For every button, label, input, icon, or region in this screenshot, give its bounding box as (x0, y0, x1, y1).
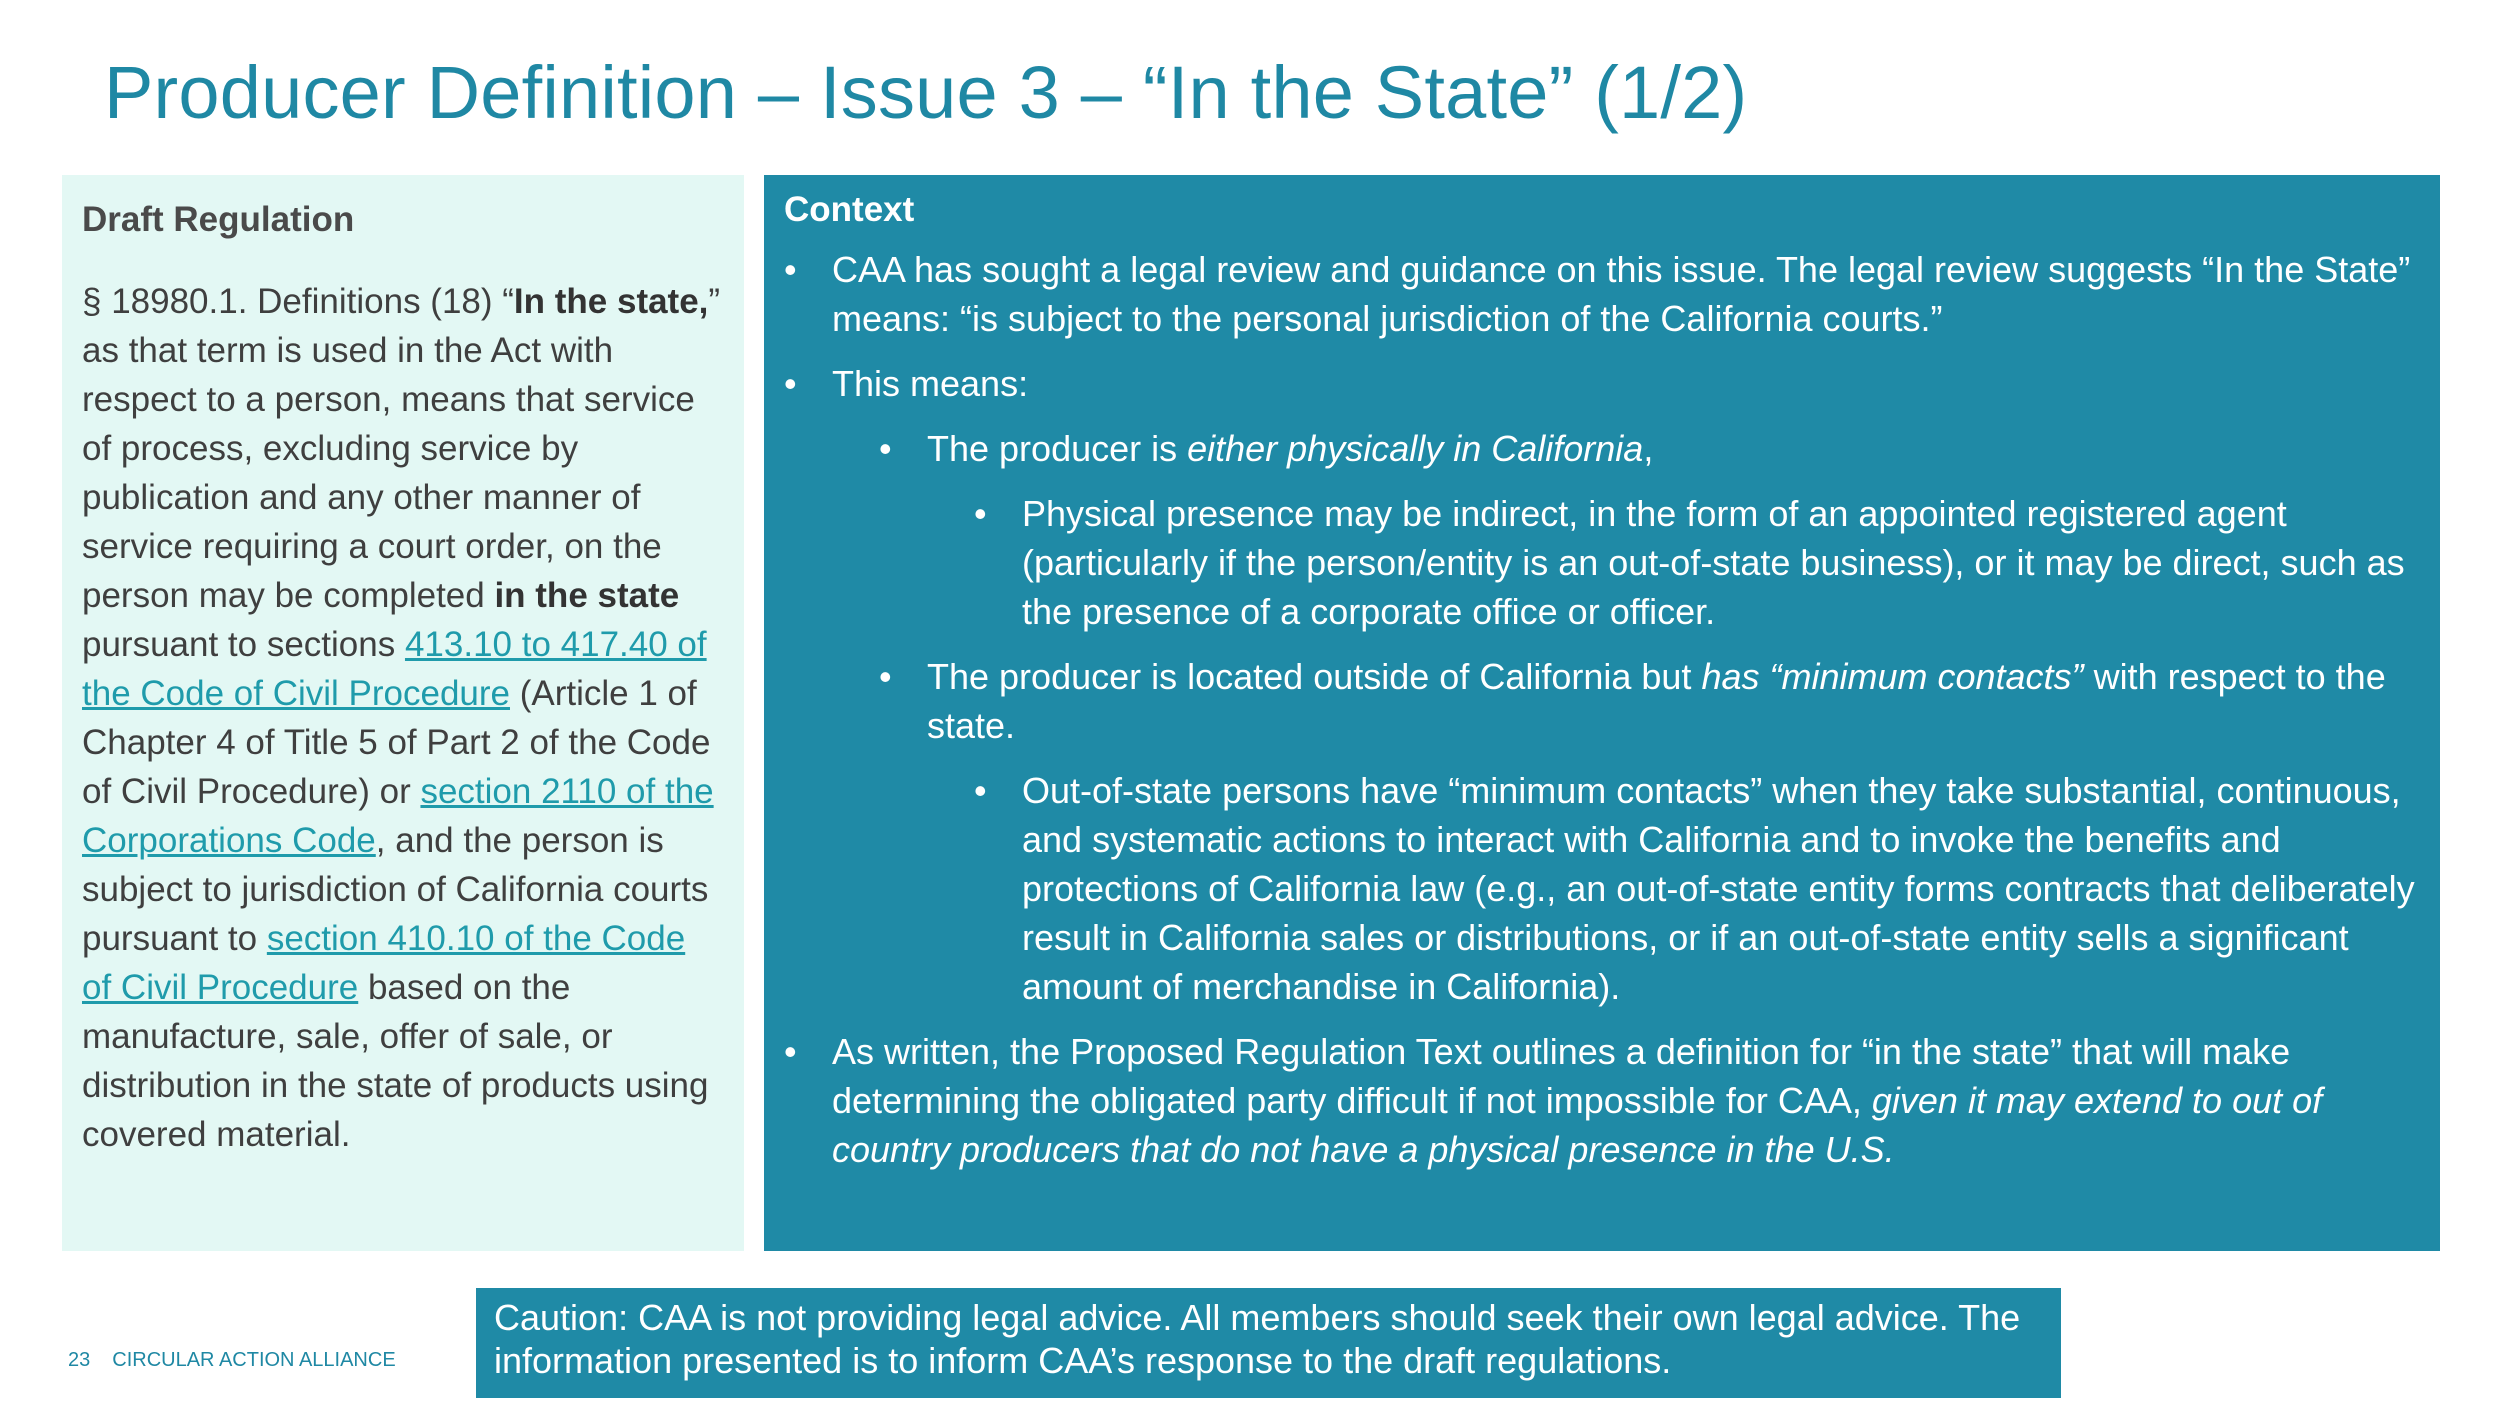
regulation-text-part: § 18980.1. Definitions (18) “ (82, 282, 514, 321)
regulation-term-in-the-state: In the state, (513, 282, 709, 321)
slide-footer (68, 1349, 396, 1372)
bullet-text: , (1643, 428, 1654, 469)
bullet-italic-text: given it may extend to out of country producers that do not have a physical presence in the U.S. (832, 1080, 2323, 1170)
regulation-text-part: based on the manufacture, sale, offer of sale, or distribution in the state of products using covered material. (82, 968, 709, 1154)
context-panel (764, 175, 2440, 1251)
regulation-text-part: pursuant to sections (82, 625, 405, 664)
link-code-civil-procedure-413[interactable]: 413.10 to 417.40 of the Code of Civil Procedure (82, 625, 707, 713)
regulation-text-part: (Article 1 of Chapter 4 of Title 5 of Part 2 of the Code of Civil Procedure) or (82, 674, 711, 811)
context-bullet-minimum-contacts (927, 652, 2420, 750)
context-bullet-physically-in-california (927, 424, 2420, 473)
context-heading: Context (784, 190, 915, 229)
caution-box: Caution: CAA is not providing legal advice. All members should seek their own legal advice. The information presented is to inform CAA’s response to the draft regulations. (476, 1288, 2061, 1398)
context-bullet-physical-presence: • Physical presence may be indirect, in the form of an appointed registered agent (particularly if the person/entity is an out-of-state business), or it may be direct, such as the presence of a corporate office or officer. (1022, 489, 2420, 636)
draft-regulation-heading: Draft Regulation (82, 200, 355, 239)
bullet-text: with respect to the state. (927, 656, 2386, 746)
regulation-text-part: , and the person is subject to jurisdiction of California courts pursuant to (82, 821, 709, 958)
slide-title: Producer Definition – Issue 3 – “In the State” (1/2) (104, 51, 1748, 134)
draft-regulation-panel (62, 175, 744, 1251)
bullet-text: As written, the Proposed Regulation Text outlines a definition for “in the state” that will make determining the obligated party difficult if not impossible for CAA, (832, 1031, 2291, 1121)
link-code-civil-procedure-410[interactable]: section 410.10 of the Code of Civil Procedure (82, 919, 686, 1007)
context-bullet-legal-review: • CAA has sought a legal review and guidance on this issue. The legal review suggests “In the State” means: “is subject to the personal jurisdiction of the California courts.” (832, 245, 2420, 343)
page-number: 23 (68, 1349, 91, 1371)
bullet-text: The producer is located outside of California but (927, 656, 1702, 697)
regulation-bold-in-the-state: in the state (494, 576, 680, 615)
bullet-italic-text: has “minimum contacts” (1701, 656, 2084, 697)
bullet-text: The producer is (927, 428, 1188, 469)
context-bullet-as-written (832, 1027, 2420, 1174)
context-bullet-out-of-state-persons: • Out-of-state persons have “minimum contacts” when they take substantial, continuous, and systematic actions to interact with California and to invoke the benefits and protections of California law (e.g., an out-of-state entity forms contracts that deliberately result in California sales or distributions, or if an out-of-state entity sells a significant amount of merchandise in California). (1022, 766, 2420, 1011)
footer-org-name: CIRCULAR ACTION ALLIANCE (112, 1349, 396, 1371)
regulation-text-part: ” as that term is used in the Act with respect to a person, means that service of process, excluding service by publication and any other manner of service requiring a court order, on the person may be completed (82, 282, 721, 615)
bullet-italic-text: either physically in California (1187, 428, 1644, 469)
regulation-text (82, 277, 724, 1159)
context-bullet-this-means: • This means: (832, 359, 2420, 408)
link-corporations-code-2110[interactable]: section 2110 of the Corporations Code (82, 772, 714, 860)
